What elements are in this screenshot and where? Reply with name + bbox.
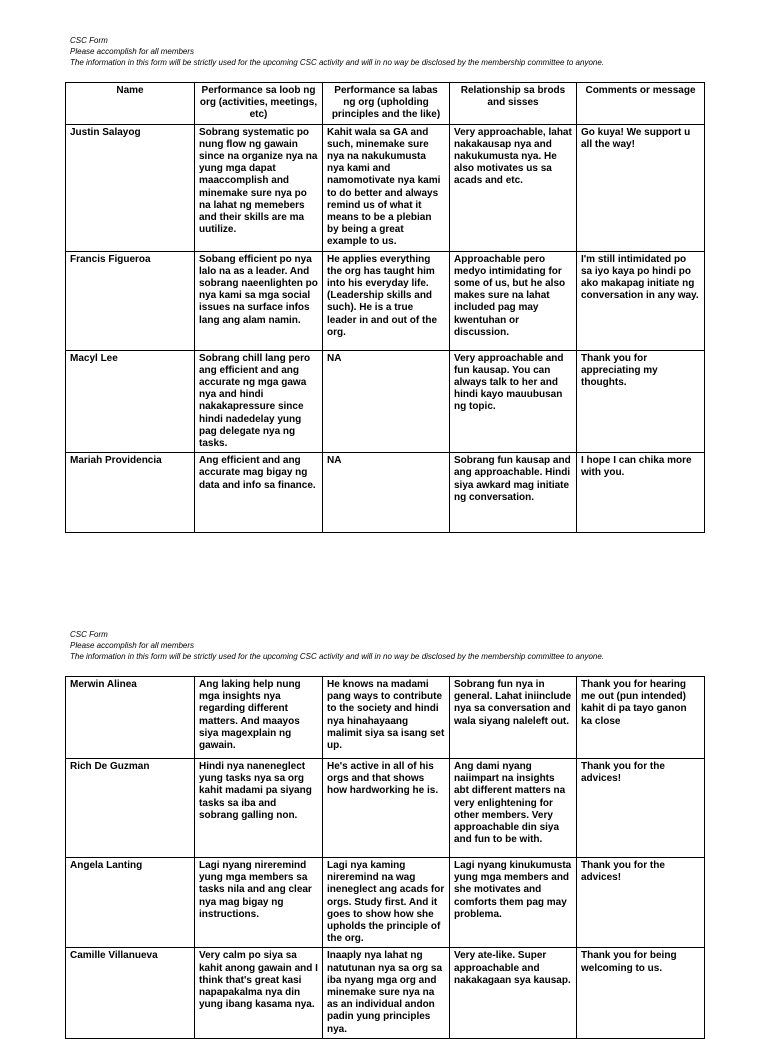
table-row: [66, 858, 705, 948]
form-subtitle: Please accomplish for all members: [70, 47, 195, 56]
relationship-cell: Sobrang fun nya in general. Lahat iniinclude nya sa conversation and wala siyang naleleft out.: [450, 677, 577, 759]
comments-cell: Go kuya! We support u all the way!: [577, 124, 705, 251]
member-table-2: [65, 676, 705, 1039]
relationship-cell: Very approachable and fun kausap. You can always talk to her and hindi kayo mauubusan ng topic.: [450, 350, 577, 453]
performance-outside-cell: Inaaply nya lahat ng natutunan nya sa org sa iba nyang mga org and minemake sure nya na as an individual andon padin yung principles nya.: [323, 948, 450, 1038]
member-name: Camille Villanueva: [66, 948, 195, 1038]
comments-cell: Thank you for the advices!: [577, 858, 705, 948]
column-header-relationship: Relationship sa brods and sisses: [450, 83, 577, 125]
performance-inside-cell: Sobang efficient po nya lalo na as a leader. And sobrang naeenlighten po nya kami sa mga social issues na surface infos lang ang alam namin.: [195, 251, 323, 350]
performance-outside-cell: He applies everything the org has taught him into his everyday life. (Leadership skills and such). He is a true leader in and out of the org.: [323, 251, 450, 350]
comments-cell: Thank you for hearing me out (pun intended) kahit di pa tayo ganon ka close: [577, 677, 705, 759]
comments-cell: I'm still intimidated po sa iyo kaya po hindi po ako makapag initiate ng conversation in any way.: [577, 251, 705, 350]
member-name: Rich De Guzman: [66, 759, 195, 858]
performance-inside-cell: Lagi nyang nireremind yung mga members sa tasks nila and ang clear nya mag bigay ng instructions.: [195, 858, 323, 948]
performance-outside-cell: NA: [323, 350, 450, 453]
table-row: [66, 948, 705, 1038]
performance-outside-cell: Kahit wala sa GA and such, minemake sure nya na nakukumusta nya kami and namomotivate nya kami to do better and always remind us of what it means to be a plebian by being a great example to us.: [323, 124, 450, 251]
performance-outside-cell: Lagi nya kaming nireremind na wag ineneglect ang acads for orgs. Study first. And it goes to show how she upholds the principle of the org.: [323, 858, 450, 948]
relationship-cell: Very ate-like. Super approachable and nakakagaan sya kausap.: [450, 948, 577, 1038]
member-name: Angela Lanting: [66, 858, 195, 948]
table-row: [66, 350, 705, 453]
member-name: Macyl Lee: [66, 350, 195, 453]
table-row: [66, 677, 705, 759]
column-header-performance-inside: Performance sa loob ng org (activities, meetings, etc): [195, 83, 323, 125]
relationship-cell: Very approachable, lahat nakakausap nya and nakukumusta nya. He also motivates us sa acads and etc.: [450, 124, 577, 251]
form-subtitle: Please accomplish for all members: [70, 641, 195, 650]
performance-outside-cell: He knows na madami pang ways to contribute to the society and hindi nya hinahayaang malimit siya sa isang set up.: [323, 677, 450, 759]
member-name: Mariah Providencia: [66, 453, 195, 533]
comments-cell: Thank you for appreciating my thoughts.: [577, 350, 705, 453]
table-row: [66, 759, 705, 858]
comments-cell: I hope I can chika more with you.: [577, 453, 705, 533]
performance-inside-cell: Ang efficient and ang accurate mag bigay ng data and info sa finance.: [195, 453, 323, 533]
performance-inside-cell: Sobrang chill lang pero ang efficient and ang accurate ng mga gawa nya and hindi nakakapressure since hindi nadedelay yung pag delegate nya ng tasks.: [195, 350, 323, 453]
column-header-comments: Comments or message: [577, 83, 705, 125]
form-header-1: [70, 35, 710, 68]
form-notice: The information in this form will be strictly used for the upcoming CSC activity and will in no way be disclosed by the membership committee to anyone.: [70, 652, 605, 661]
form-title: CSC Form: [70, 36, 108, 45]
table-header-row: [66, 83, 705, 125]
performance-outside-cell: He's active in all of his orgs and that shows how hardworking he is.: [323, 759, 450, 858]
form-header-2: [70, 629, 710, 662]
performance-inside-cell: Hindi nya naneneglect yung tasks nya sa org kahit madami pa siyang tasks sa iba and sobrang galling non.: [195, 759, 323, 858]
comments-cell: Thank you for the advices!: [577, 759, 705, 858]
performance-inside-cell: Ang laking help nung mga insights nya regarding different matters. And maayos siya magexplain ng gawain.: [195, 677, 323, 759]
performance-outside-cell: NA: [323, 453, 450, 533]
member-table-1: [65, 82, 705, 533]
comments-cell: Thank you for being welcoming to us.: [577, 948, 705, 1038]
table-row: [66, 251, 705, 350]
performance-inside-cell: Very calm po siya sa kahit anong gawain and I think that's great kasi napapakalma nya din yung ibang kasama nya.: [195, 948, 323, 1038]
column-header-name: Name: [66, 83, 195, 125]
form-notice: The information in this form will be strictly used for the upcoming CSC activity and will in no way be disclosed by the membership committee to anyone.: [70, 58, 605, 67]
column-header-performance-outside: Performance sa labas ng org (upholding principles and the like): [323, 83, 450, 125]
form-title: CSC Form: [70, 630, 108, 639]
member-name: Merwin Alinea: [66, 677, 195, 759]
relationship-cell: Sobrang fun kausap and ang approachable. Hindi siya awkard mag initiate ng conversation.: [450, 453, 577, 533]
member-name: Francis Figueroa: [66, 251, 195, 350]
table-row: [66, 453, 705, 533]
relationship-cell: Approachable pero medyo intimidating for some of us, but he also makes sure na lahat included pag may kwentuhan or discussion.: [450, 251, 577, 350]
relationship-cell: Lagi nyang kinukumusta yung mga members and she motivates and comforts them pag may problema.: [450, 858, 577, 948]
table-row: [66, 124, 705, 251]
relationship-cell: Ang dami nyang naiimpart na insights abt different matters na very enlightening for other members. Very approachable din siya and fun to be with.: [450, 759, 577, 858]
performance-inside-cell: Sobrang systematic po nung flow ng gawain since na organize nya na yung mga dapat maaccomplish and minemake sure nya po na lahat ng memebers and their skills are ma uutilize.: [195, 124, 323, 251]
member-name: Justin Salayog: [66, 124, 195, 251]
